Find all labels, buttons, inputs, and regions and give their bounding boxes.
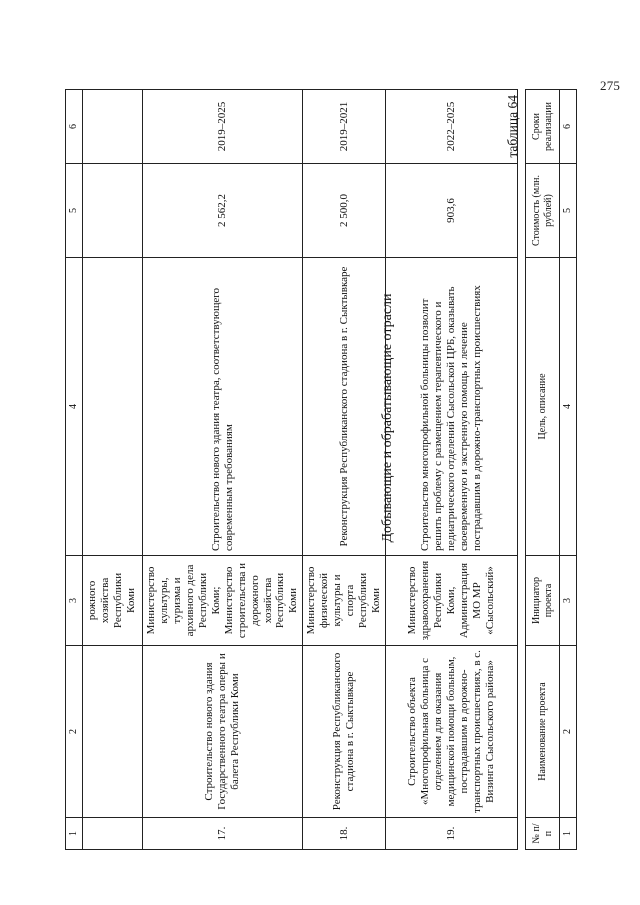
column-number-row [560, 90, 577, 850]
col-number-cell: 4 [66, 258, 83, 556]
header-cost: Стоимость (млн. рублей) [526, 164, 560, 258]
name-cell: Реконструкция Республиканского стадиона в г. Сыктывкаре [303, 646, 386, 818]
initiator-cell: Министерство физической культуры и спорта Республики Коми [303, 556, 386, 646]
header-period: Сроки реализации [526, 90, 560, 164]
description-cell [82, 258, 142, 556]
rotated-content [65, 40, 575, 850]
period-cell: 2019–2025 [142, 90, 303, 164]
description-cell: Строительство многопрофильной больницы позволит решить проблему с размещением терапевтического и педиатрического отделений Сысольской ЦРБ, оказывать своевременную и экстренную помощь и лечение пострадавшим в дорожно-транспортных происшествиях [386, 258, 518, 556]
num-cell: 19. [386, 818, 518, 850]
initiator-cell: рожного хозяйства Республики Коми [82, 556, 142, 646]
initiator-cell: Министерство культуры, туризма и архивного дела Республики Коми; Министерство строительства и дорожного хозяйства Республики Коми [142, 556, 303, 646]
col-number-cell: 6 [560, 90, 577, 164]
header-description: Цель, описание [526, 258, 560, 556]
cost-cell [82, 164, 142, 258]
header-name: Наименование проекта [526, 646, 560, 818]
col-number-cell: 1 [560, 818, 577, 850]
num-cell [82, 818, 142, 850]
col-number-cell: 2 [560, 646, 577, 818]
extraction-industries-table [525, 89, 577, 850]
col-number-cell: 5 [560, 164, 577, 258]
table-row [82, 90, 142, 850]
period-cell: 2019–2021 [303, 90, 386, 164]
column-number-row [66, 90, 83, 850]
col-number-cell: 6 [66, 90, 83, 164]
col-number-cell: 3 [66, 556, 83, 646]
num-cell: 17. [142, 818, 303, 850]
cost-cell: 2 562,2 [142, 164, 303, 258]
header-initiator: Инициатор проекта [526, 556, 560, 646]
header-num: № п/п [526, 818, 560, 850]
name-cell [82, 646, 142, 818]
table-row [303, 90, 386, 850]
page-number: 275 [600, 78, 621, 93]
table-label: таблица 64 [505, 95, 520, 158]
col-number-cell: 4 [560, 258, 577, 556]
period-cell: 2022–2025 [386, 90, 518, 164]
initiator-cell: Министерство здравоохранения Республики Коми, Администрация МО МР «Сысольский» [386, 556, 518, 646]
header-row [526, 90, 560, 850]
num-cell: 18. [303, 818, 386, 850]
name-cell: Строительство объекта «Многопрофильная больница с отделением для оказания медицинской помощи больным, пострадавшим в дорожно-транспортных происшествиях, в с. Визинга Сысольского района» [386, 646, 518, 818]
section-heading: Добывающие и обрабатывающие отрасли [380, 293, 395, 543]
name-cell: Строительство нового здания Государственного театра оперы и балета Республики Коми [142, 646, 303, 818]
col-number-cell: 5 [66, 164, 83, 258]
description-cell: Реконструкция Республиканского стадиона в г. Сыктывкаре [303, 258, 386, 556]
col-number-cell: 2 [66, 646, 83, 818]
col-number-cell: 1 [66, 818, 83, 850]
period-cell [82, 90, 142, 164]
table-row [142, 90, 303, 850]
table-row [386, 90, 518, 850]
cost-cell: 903,6 [386, 164, 518, 258]
projects-table [65, 89, 518, 850]
col-number-cell: 3 [560, 556, 577, 646]
cost-cell: 2 500,0 [303, 164, 386, 258]
description-cell: Строительство нового здания театра, соответствующего современным требованиям [142, 258, 303, 556]
